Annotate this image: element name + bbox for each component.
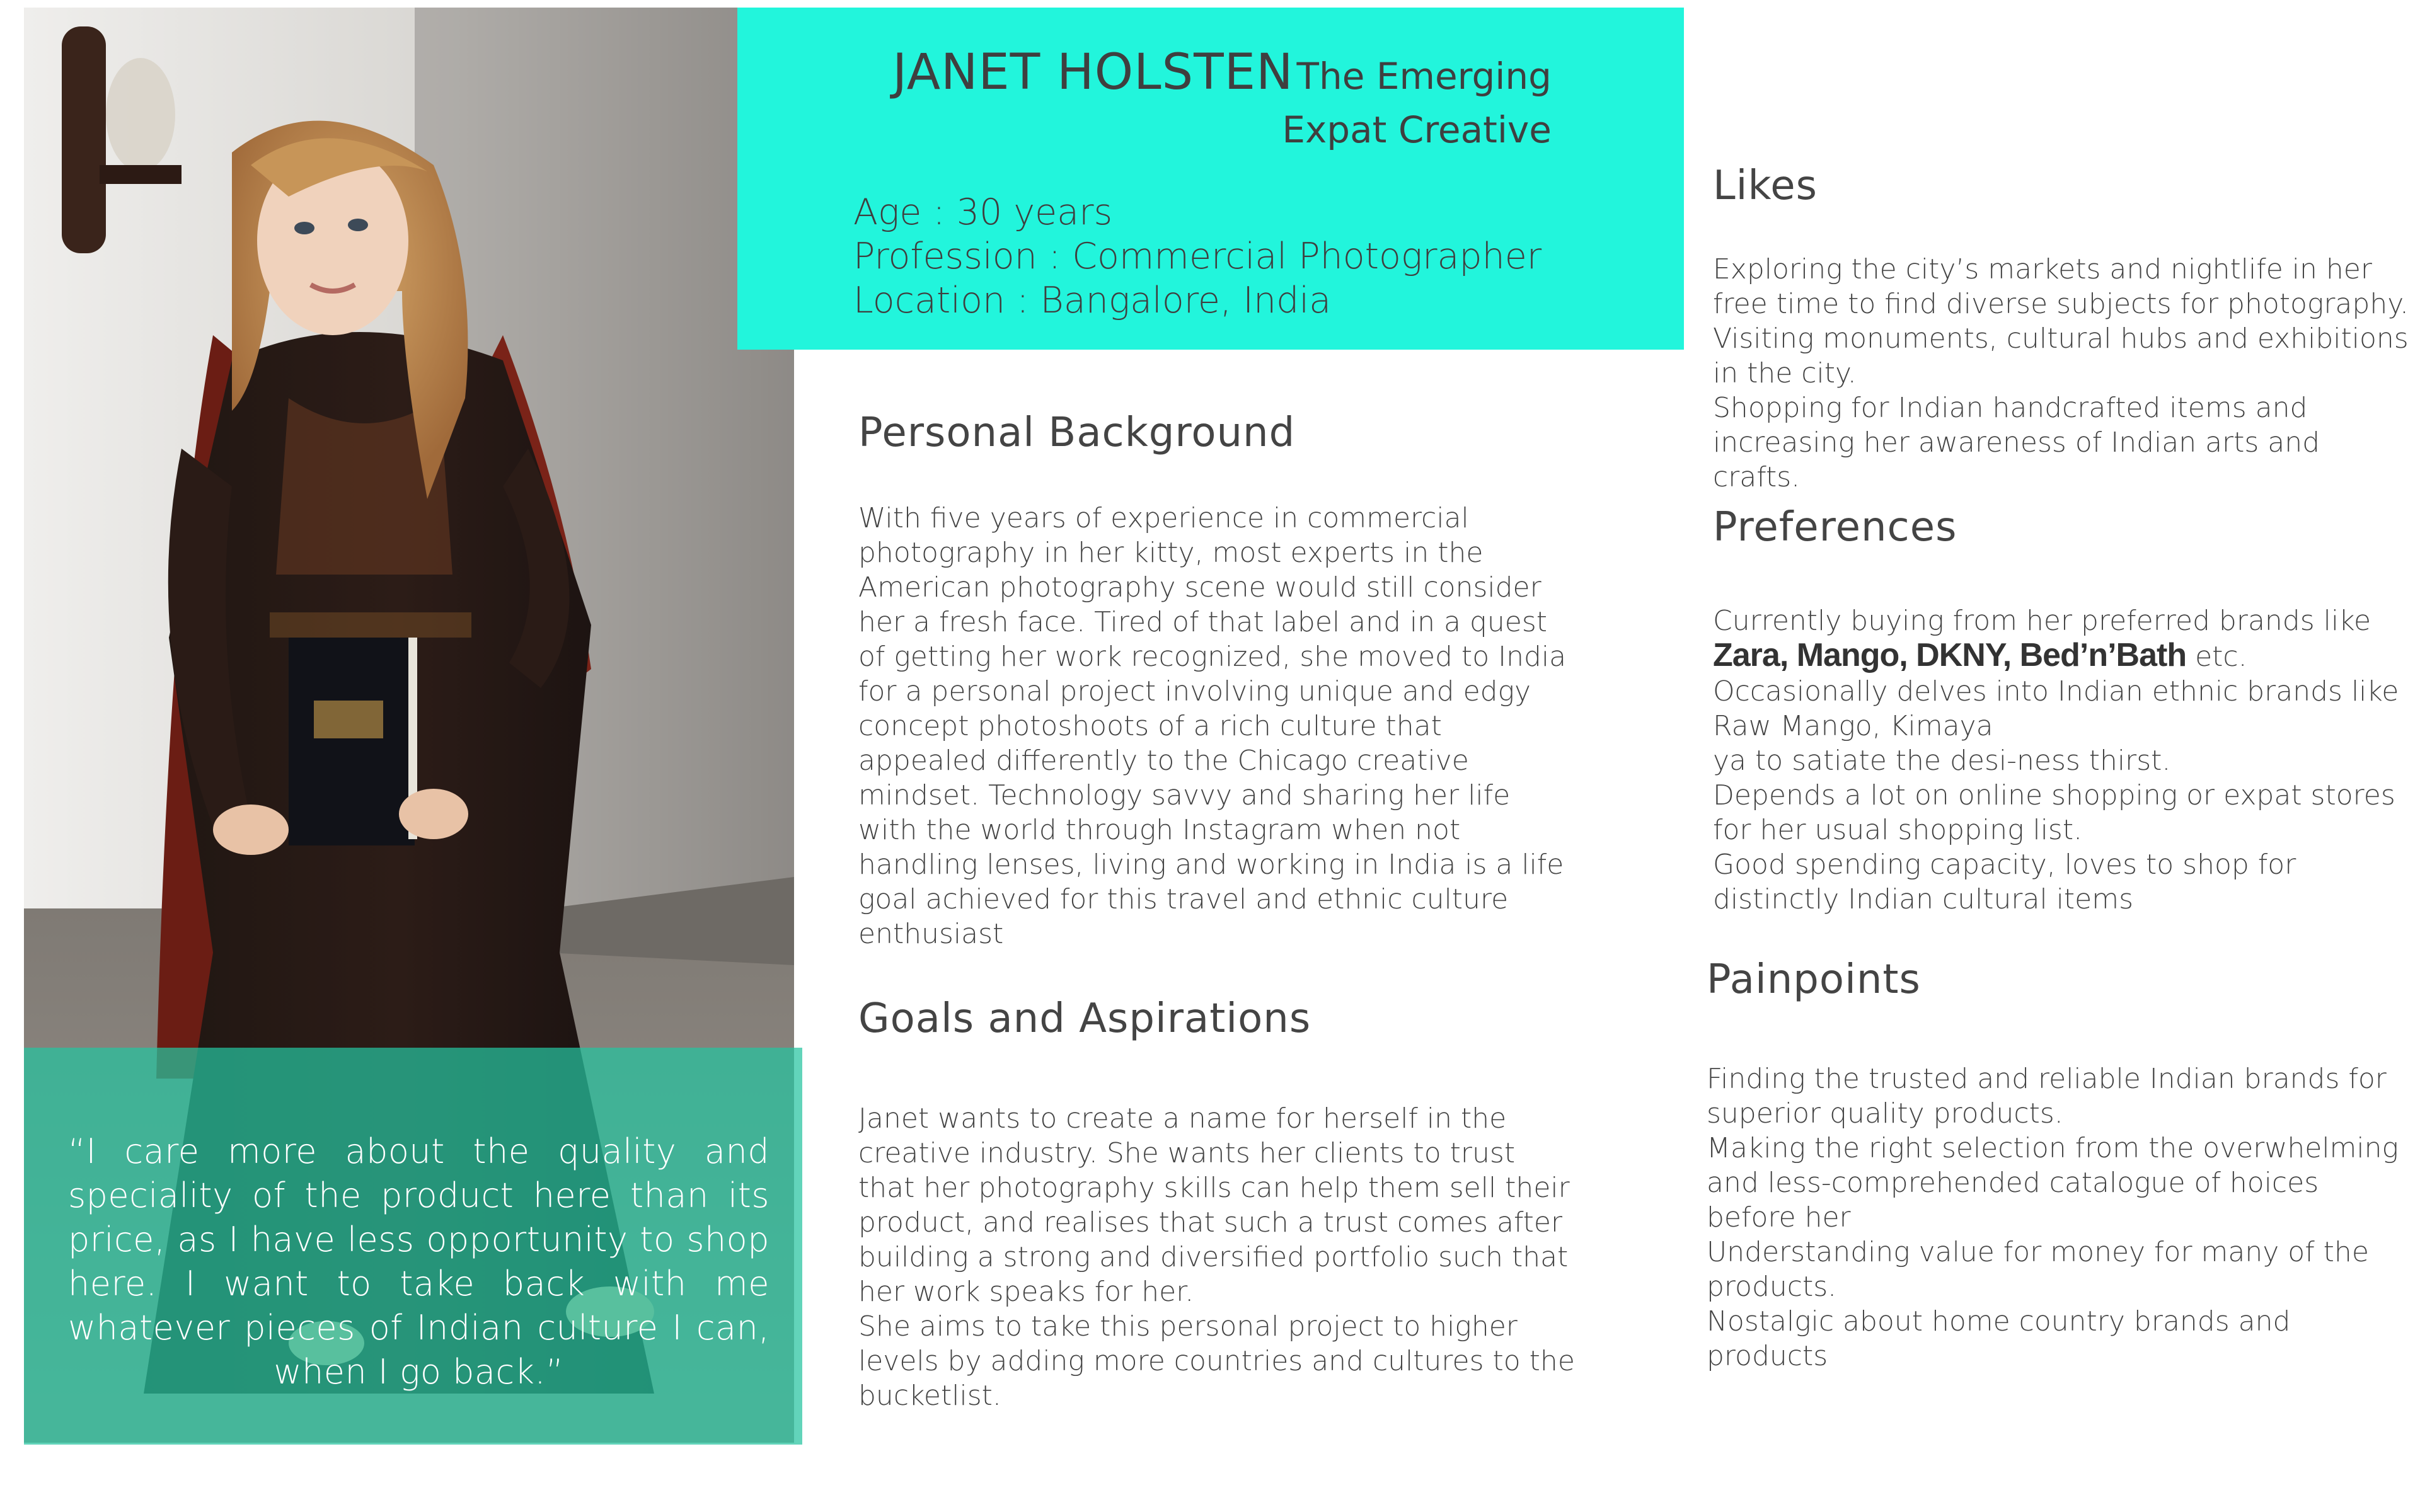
persona-location: Location : Bangalore, India [853,280,1332,321]
goals-line: She aims to take this personal project to higher levels by adding more countries and cultures to the bucketlist. [858,1310,1575,1412]
persona-tagline: The Emerging Expat Creative [1282,55,1552,151]
persona-info [853,190,1541,323]
preferences-line: Occasionally delves into Indian ethnic brands like Raw Mango, Kimaya [1713,675,2399,742]
likes-line: Visiting monuments, cultural hubs and exhibitions in the city. [1713,323,2409,389]
persona-name: JANET HOLSTEN [892,44,1294,101]
likes-line: Exploring the city’s markets and nightlife in her free time to find diverse subjects for photography. [1713,253,2409,320]
likes-heading: Likes [1713,163,1818,209]
preferences-intro: Currently buying from her preferred brands like [1713,605,2371,637]
preferences-line: Good spending capacity, loves to shop for distinctly Indian cultural items [1713,849,2296,915]
preferences-brands: Zara, Mango, DKNY, Bed’n’Bath [1713,637,2187,673]
persona-title [795,44,1552,161]
preferences-line: ya to satiate the desi-ness thirst. [1713,745,2171,777]
painpoints-line: Making the right selection from the overwhelming and less-comprehended catalogue of hoices before her [1707,1132,2399,1234]
preferences-line: Depends a lot on online shopping or expat stores for her usual shopping list. [1713,779,2395,846]
likes-line: Shopping for Indian handcrafted items and increasing her awareness of Indian arts and crafts. [1713,392,2320,493]
background-heading: Personal Background [858,410,1296,456]
preferences-brands-line [1713,604,2412,674]
preferences-heading: Preferences [1713,504,1957,551]
painpoints-line: Finding the trusted and reliable Indian brands for superior quality products. [1707,1063,2387,1130]
painpoints-heading: Painpoints [1707,956,1921,1003]
painpoints-text [1707,1062,2406,1373]
persona-quote: “I care more about the quality and speciality of the product here than its price, as I have less opportunity to shop here. I want to take back with me whatever pieces of Indian culture I can, when I go back.” [68,1131,769,1392]
persona-age: Age : 30 years [853,192,1113,233]
persona-header [737,8,1684,350]
goals-heading: Goals and Aspirations [858,995,1311,1042]
background-text: With five years of experience in commercial photography in her kitty, most experts in the American photography scene would still consider her a fresh face. Tired of that label and in a quest of getting her work recognized, she moved to India for a personal project involving unique and edgy concept photoshoots of a rich culture that appealed differently to the Chicago creative mindset. Technology savvy and sharing her life with the world through Instagram when not handling lenses, living and working in India is a life goal achieved for this travel and ethnic culture enthusiast [858,502,1567,950]
goals-text [858,1101,1577,1413]
quote-box [24,1048,802,1445]
likes-text [1713,252,2412,495]
preferences-intro-end: etc. [2195,641,2247,673]
preferences-text [1713,604,2412,917]
painpoints-line: Understanding value for money for many of the products. [1707,1236,2369,1303]
goals-line: Janet wants to create a name for herself in the creative industry. She wants her clients to trust that her photography skills can help them sell their product, and realises that such a trust comes after building a strong and diversified portfolio such that her work speaks for her. [858,1102,1570,1308]
persona-profession: Profession : Commercial Photographer [853,236,1542,277]
painpoints-line: Nostalgic about home country brands and products [1707,1305,2291,1372]
